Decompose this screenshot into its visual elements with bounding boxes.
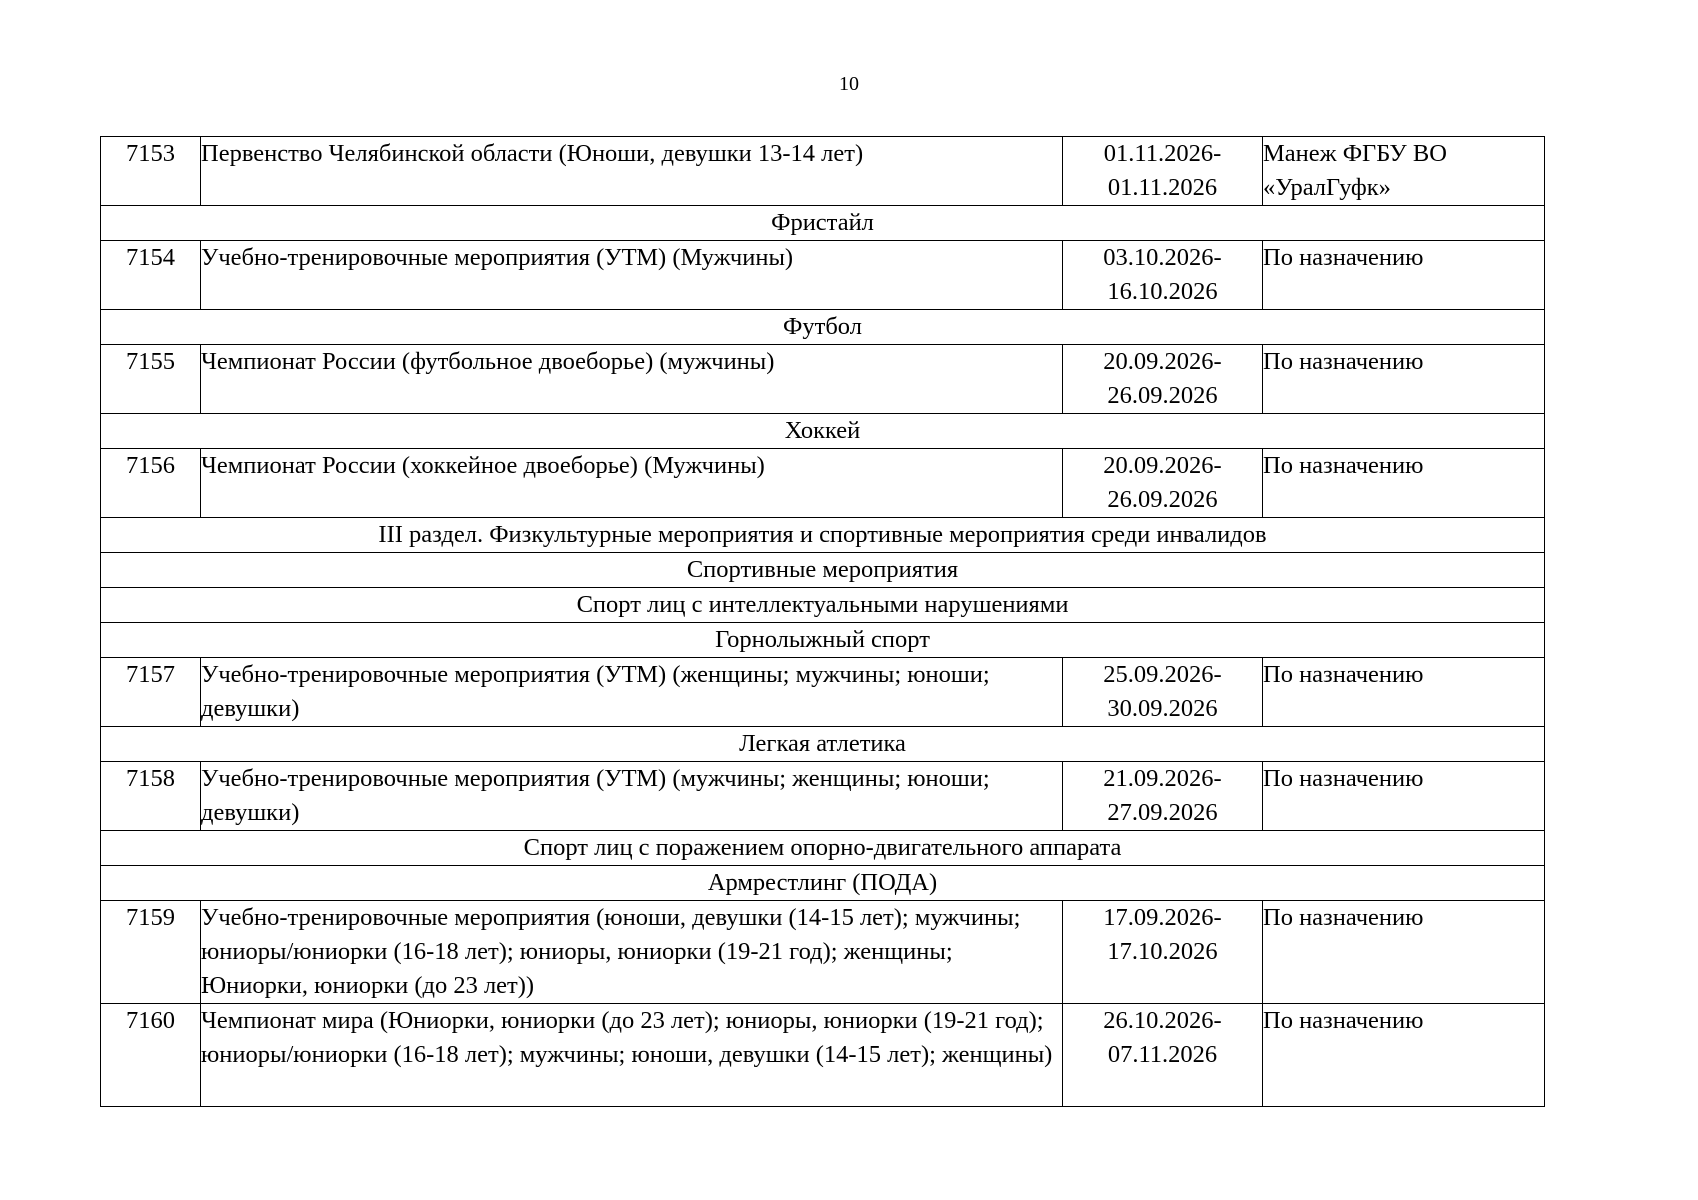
event-dates — [1063, 449, 1263, 518]
section-row — [101, 206, 1545, 241]
events-table — [100, 136, 1545, 1107]
date-start: 17.09.2026- — [1103, 904, 1222, 931]
event-number: 7157 — [101, 658, 201, 727]
date-end: 26.09.2026 — [1107, 382, 1218, 409]
event-dates — [1063, 137, 1263, 206]
table-row — [101, 658, 1545, 727]
table-row — [101, 762, 1545, 831]
event-place: По назначению — [1263, 241, 1545, 310]
section-title: Легкая атлетика — [101, 727, 1545, 762]
page-number: 10 — [839, 73, 859, 95]
section-title: Армрестлинг (ПОДА) — [101, 866, 1545, 901]
event-place: По назначению — [1263, 345, 1545, 414]
event-name: Учебно-тренировочные мероприятия (УТМ) (мужчины; женщины; юноши; девушки) — [201, 762, 1063, 831]
date-start: 20.09.2026- — [1103, 348, 1222, 375]
section-row — [101, 414, 1545, 449]
event-place: По назначению — [1263, 1004, 1545, 1107]
date-start: 03.10.2026- — [1103, 244, 1222, 271]
event-dates — [1063, 762, 1263, 831]
section-row — [101, 623, 1545, 658]
date-end: 16.10.2026 — [1107, 278, 1218, 305]
event-dates — [1063, 241, 1263, 310]
event-number: 7159 — [101, 901, 201, 1004]
event-number: 7155 — [101, 345, 201, 414]
section-title: Горнолыжный спорт — [101, 623, 1545, 658]
section-row — [101, 831, 1545, 866]
section-title: Спортивные мероприятия — [101, 553, 1545, 588]
table-row — [101, 449, 1545, 518]
table-row — [101, 241, 1545, 310]
section-title: Футбол — [101, 310, 1545, 345]
event-name: Первенство Челябинской области (Юноши, девушки 13-14 лет) — [201, 137, 1063, 206]
date-end: 27.09.2026 — [1107, 799, 1218, 826]
date-end: 07.11.2026 — [1107, 1041, 1218, 1068]
table-row — [101, 1004, 1545, 1107]
section-row — [101, 588, 1545, 623]
date-end: 17.10.2026 — [1107, 938, 1218, 965]
event-number: 7158 — [101, 762, 201, 831]
section-row — [101, 553, 1545, 588]
event-place: По назначению — [1263, 449, 1545, 518]
table-row — [101, 345, 1545, 414]
event-place: По назначению — [1263, 901, 1545, 1004]
date-start: 26.10.2026- — [1103, 1007, 1222, 1034]
event-name: Учебно-тренировочные мероприятия (УТМ) (Мужчины) — [201, 241, 1063, 310]
event-name: Учебно-тренировочные мероприятия (УТМ) (женщины; мужчины; юноши; девушки) — [201, 658, 1063, 727]
section-row — [101, 310, 1545, 345]
date-start: 20.09.2026- — [1103, 452, 1222, 479]
section-title: III раздел. Физкультурные мероприятия и спортивные мероприятия среди инвалидов — [101, 518, 1545, 553]
section-title: Хоккей — [101, 414, 1545, 449]
event-dates — [1063, 901, 1263, 1004]
section-row — [101, 518, 1545, 553]
event-dates — [1063, 658, 1263, 727]
date-start: 21.09.2026- — [1103, 765, 1222, 792]
event-number: 7154 — [101, 241, 201, 310]
section-row — [101, 727, 1545, 762]
event-name: Чемпионат России (хоккейное двоеборье) (Мужчины) — [201, 449, 1063, 518]
event-name: Чемпионат России (футбольное двоеборье) (мужчины) — [201, 345, 1063, 414]
event-number: 7160 — [101, 1004, 201, 1107]
event-number: 7156 — [101, 449, 201, 518]
section-row — [101, 866, 1545, 901]
table-row — [101, 901, 1545, 1004]
date-end: 30.09.2026 — [1107, 695, 1218, 722]
event-place: По назначению — [1263, 658, 1545, 727]
date-end: 01.11.2026 — [1107, 174, 1218, 201]
table-row — [101, 137, 1545, 206]
event-name: Учебно-тренировочные мероприятия (юноши, девушки (14-15 лет); мужчины; юниоры/юниорки (16-18 лет); юниоры, юниорки (19-21 год); женщины; Юниорки, юниорки (до 23 лет)) — [201, 901, 1063, 1004]
section-title: Спорт лиц с интеллектуальными нарушениями — [101, 588, 1545, 623]
event-place: По назначению — [1263, 762, 1545, 831]
event-dates — [1063, 1004, 1263, 1107]
event-number: 7153 — [101, 137, 201, 206]
section-title: Фристайл — [101, 206, 1545, 241]
section-title: Спорт лиц с поражением опорно-двигательного аппарата — [101, 831, 1545, 866]
event-dates — [1063, 345, 1263, 414]
date-start: 25.09.2026- — [1103, 661, 1222, 688]
event-place: Манеж ФГБУ ВО «УралГуфк» — [1263, 137, 1545, 206]
date-start: 01.11.2026- — [1103, 140, 1222, 167]
date-end: 26.09.2026 — [1107, 486, 1218, 513]
event-name: Чемпионат мира (Юниорки, юниорки (до 23 лет); юниоры, юниорки (19-21 год); юниоры/юниорки (16-18 лет); мужчины; юноши, девушки (14-15 лет); женщины) — [201, 1004, 1063, 1107]
